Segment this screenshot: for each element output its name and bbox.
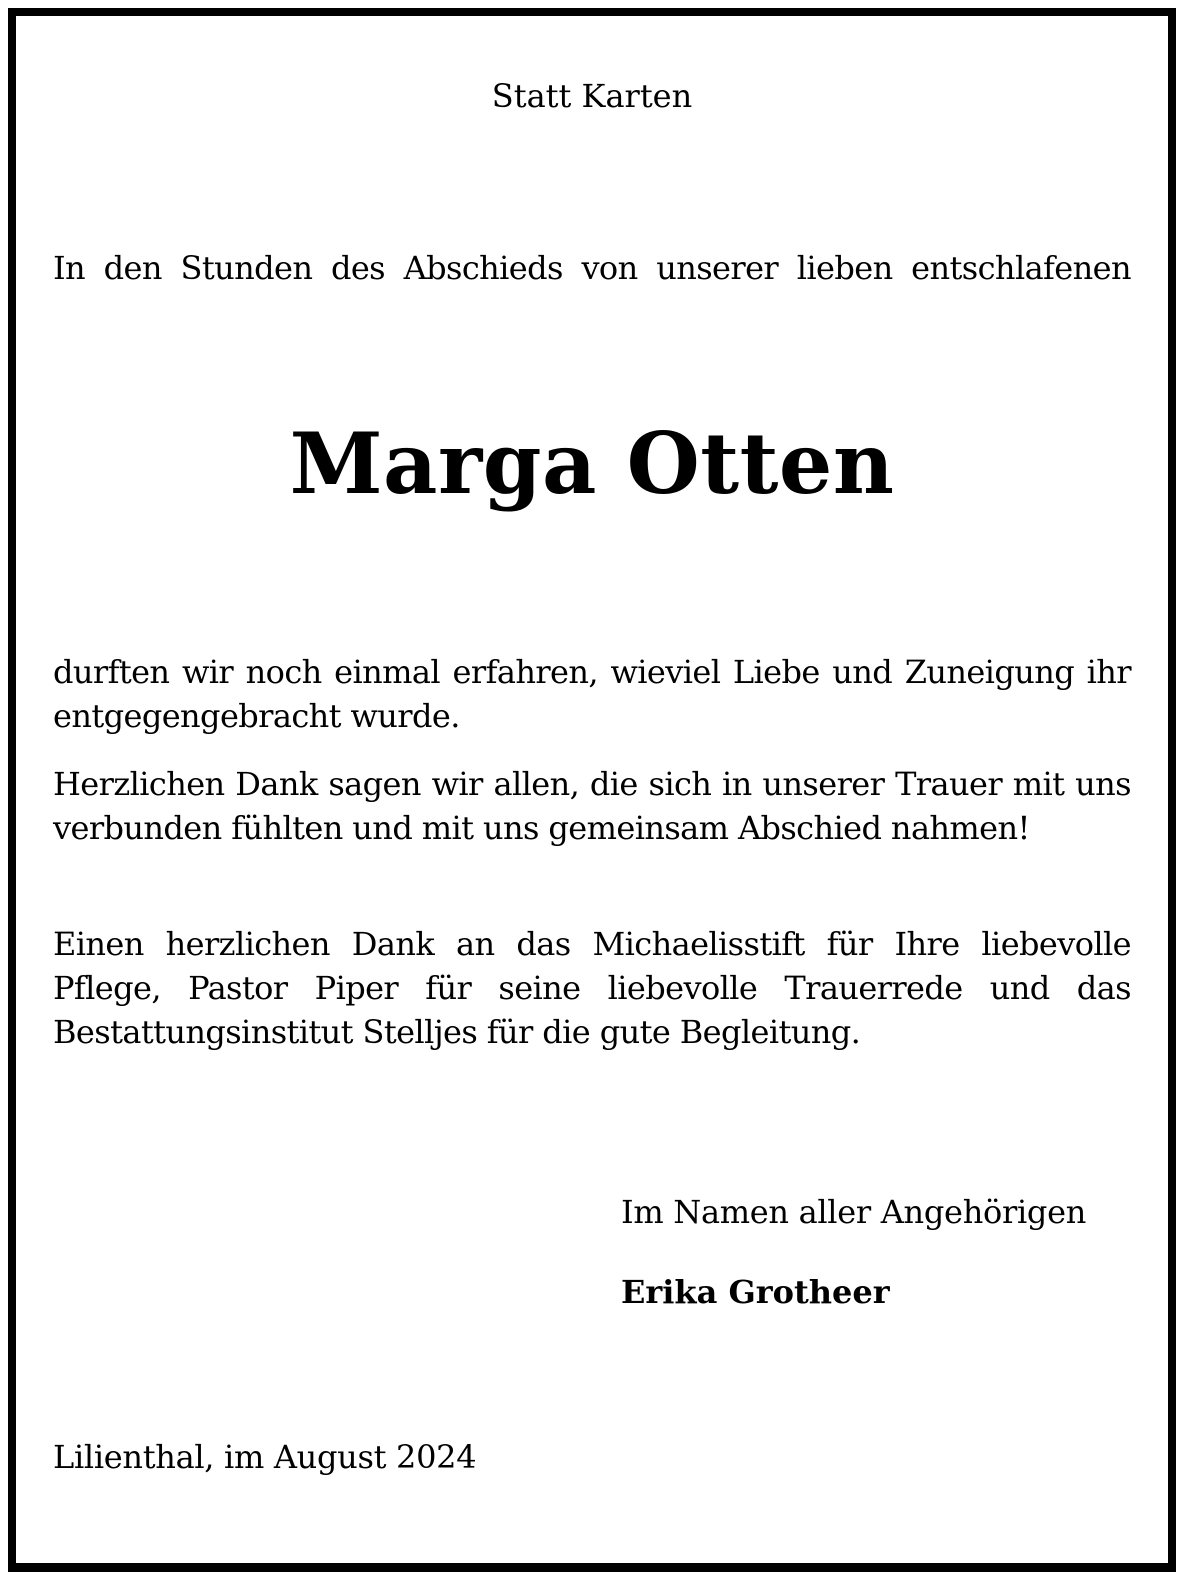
closing-line: Im Namen aller Angehörigen <box>621 1193 1087 1231</box>
signer-name: Erika Grotheer <box>621 1273 890 1311</box>
paragraph-gratitude: durften wir noch einmal erfahren, wieviel Liebe und Zuneigung ihr entgegengebracht wurde. <box>53 653 1131 735</box>
place-date: Lilienthal, im August 2024 <box>53 1438 477 1476</box>
notice-header: Statt Karten <box>491 77 693 115</box>
paragraph-acknowledgements: Einen herzlichen Dank an das Michaelisstift für Ihre liebevolle Pflege, Pastor Piper für seine liebevolle Trauerrede und das Bestattungsinstitut Stelljes für die gute Begleitung. <box>53 925 1131 1051</box>
deceased-name: Marga Otten <box>289 414 895 513</box>
paragraph-thanks: Herzlichen Dank sagen wir allen, die sich in unserer Trauer mit uns verbunden fühlten und mit uns gemeinsam Abschied nahmen! <box>53 765 1131 847</box>
intro-text: In den Stunden des Abschieds von unserer lieben entschlafenen <box>53 249 1131 287</box>
